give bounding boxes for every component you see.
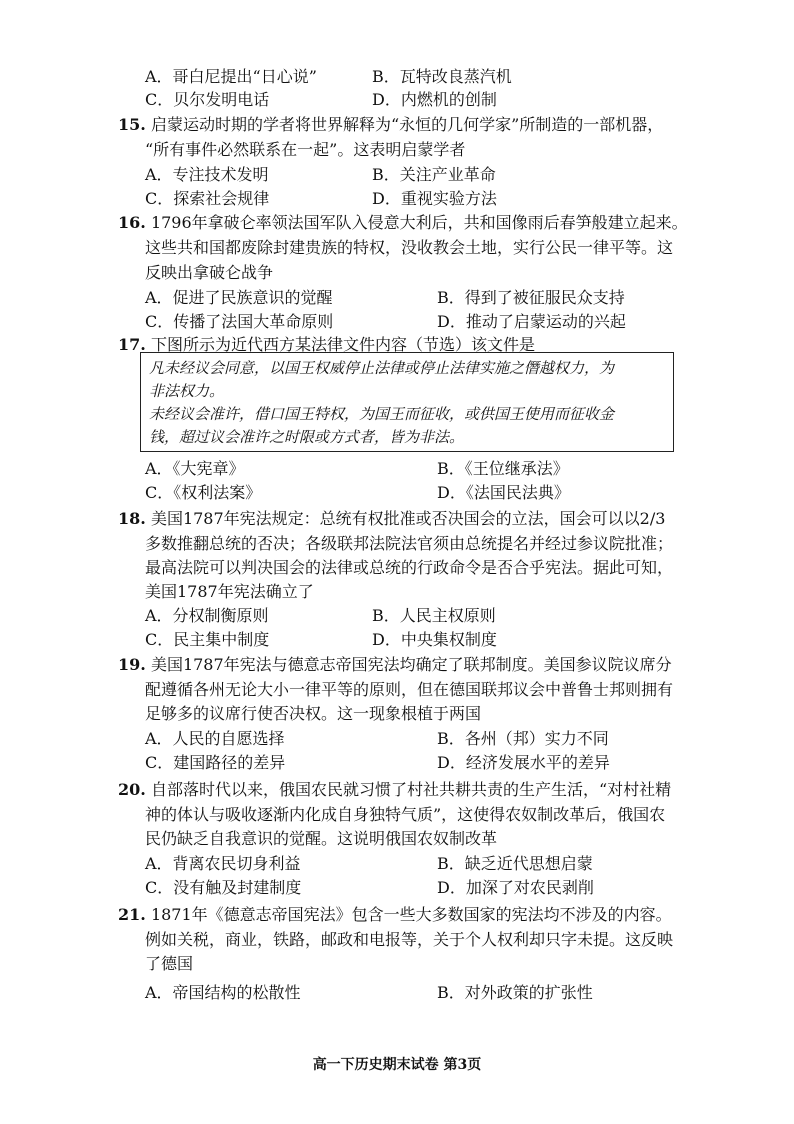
option-a: A．哥白尼提出“日心说”	[145, 67, 317, 86]
option-c: C．传播了法国大革命原则	[145, 312, 334, 331]
option-b: B．得到了被征服民众支持	[437, 288, 625, 307]
question-stem-line: 1796年拿破仑率领法国军队入侵意大利后，共和国像雨后春笋般建立起来。	[150, 213, 688, 232]
option-a: A．帝国结构的松散性	[145, 983, 301, 1002]
question-stem-line: 反映出拿破仑战争	[145, 263, 274, 282]
question-stem-line: 这些共和国都废除封建贵族的特权，没收教会土地，实行公民一律平等。这	[145, 238, 674, 257]
question-stem-line: 自部落时代以来，俄国农民就习惯了村社共耕共责的生产生活，“对村社精	[150, 780, 672, 799]
question-stem-line: 美国1787年宪法与德意志帝国宪法均确定了联邦制度。美国参议院议席分	[150, 655, 672, 674]
option-d: D．加深了对农民剥削	[437, 878, 594, 897]
question-stem-line: 启蒙运动时期的学者将世界解释为“永恒的几何学家”所制造的一部机器，	[150, 115, 664, 134]
option-d: D．《法国民法典》	[437, 483, 570, 502]
excerpt-line: 凡未经议会同意，以国王权威停止法律或停止法律实施之僭越权力，为	[149, 359, 615, 377]
question-stem-line: 了德国	[145, 954, 194, 973]
option-d: D．重视实验方法	[372, 189, 497, 208]
excerpt-line: 未经议会准许，借口国王特权，为国王而征收，或供国王使用而征收金	[149, 405, 615, 423]
option-b: B．关注产业革命	[372, 165, 496, 184]
question-stem-line: 美国1787年宪法规定：总统有权批准或否决国会的立法，国会可以以2/3	[150, 509, 666, 528]
question-stem-line: 最高法院可以判决国会的法律或总统的行政命令是否合乎宪法。据此可知，	[145, 558, 674, 577]
option-d: D．推动了启蒙运动的兴起	[437, 312, 626, 331]
option-a: A．促进了民族意识的觉醒	[145, 288, 333, 307]
option-a: A．《大宪章》	[145, 459, 245, 478]
question-stem-line: 1871年《德意志帝国宪法》包含一些大多数国家的宪法均不涉及的内容。	[150, 905, 672, 924]
question-stem-line: “所有事件必然联系在一起”。这表明启蒙学者	[145, 140, 466, 159]
question-stem-line: 例如关税，商业，铁路，邮政和电报等，关于个人权利却只字未提。这反映	[145, 930, 674, 949]
question-number: 18.	[118, 509, 146, 528]
excerpt-line: 非法权力。	[149, 382, 225, 400]
option-c: C．建国路径的差异	[145, 753, 286, 772]
option-b: B．对外政策的扩张性	[437, 983, 593, 1002]
question-stem-line: 配遵循各州无论大小一律平等的原则，但在德国联邦议会中普鲁士邦则拥有	[145, 680, 674, 699]
option-d: D．内燃机的创制	[372, 90, 497, 109]
excerpt-line: 钱，超过议会准许之时限或方式者，皆为非法。	[149, 428, 465, 446]
option-b: B．《王位继承法》	[437, 459, 569, 478]
question-number: 21.	[118, 905, 146, 924]
question-stem-line: 美国1787年宪法确立了	[145, 582, 314, 601]
option-d: D．中央集权制度	[372, 630, 497, 649]
question-stem-line: 足够多的议席行使否决权。这一现象根植于两国	[145, 704, 482, 723]
question-number: 15.	[118, 115, 146, 134]
option-a: A．人民的自愿选择	[145, 729, 285, 748]
question-number: 16.	[118, 213, 146, 232]
question-stem-line: 神的体认与吸收逐渐内化成自身独特气质”，这使得农奴制改革后，俄国农	[145, 805, 666, 824]
legal-excerpt-box	[140, 352, 674, 452]
option-d: D．经济发展水平的差异	[437, 753, 610, 772]
question-stem-line: 下图所示为近代西方某法律文件内容（节选）该文件是	[150, 335, 535, 354]
question-stem-line: 多数推翻总统的否决；各级联邦法院法官须由总统提名并经过参议院批准；	[145, 534, 674, 553]
page-footer: 高一下历史期末试卷 第3页	[312, 1057, 482, 1073]
option-a: A．专注技术发明	[145, 165, 269, 184]
option-b: B．缺乏近代思想启蒙	[437, 854, 593, 873]
question-number: 19.	[118, 655, 146, 674]
question-stem-line: 民仍缺乏自我意识的觉醒。这说明俄国农奴制改革	[145, 829, 498, 848]
option-b: B．各州（邦）实力不同	[437, 729, 609, 748]
option-a: A．背离农民切身利益	[145, 854, 301, 873]
option-c: C．没有触及封建制度	[145, 878, 302, 897]
option-a: A．分权制衡原则	[145, 606, 269, 625]
option-c: C．《权利法案》	[145, 483, 262, 502]
option-c: C．贝尔发明电话	[145, 90, 270, 109]
option-c: C．民主集中制度	[145, 630, 270, 649]
option-b: B．瓦特改良蒸汽机	[372, 67, 512, 86]
option-b: B．人民主权原则	[372, 606, 496, 625]
question-number: 17.	[118, 335, 146, 354]
option-c: C．探索社会规律	[145, 189, 270, 208]
question-number: 20.	[118, 780, 146, 799]
